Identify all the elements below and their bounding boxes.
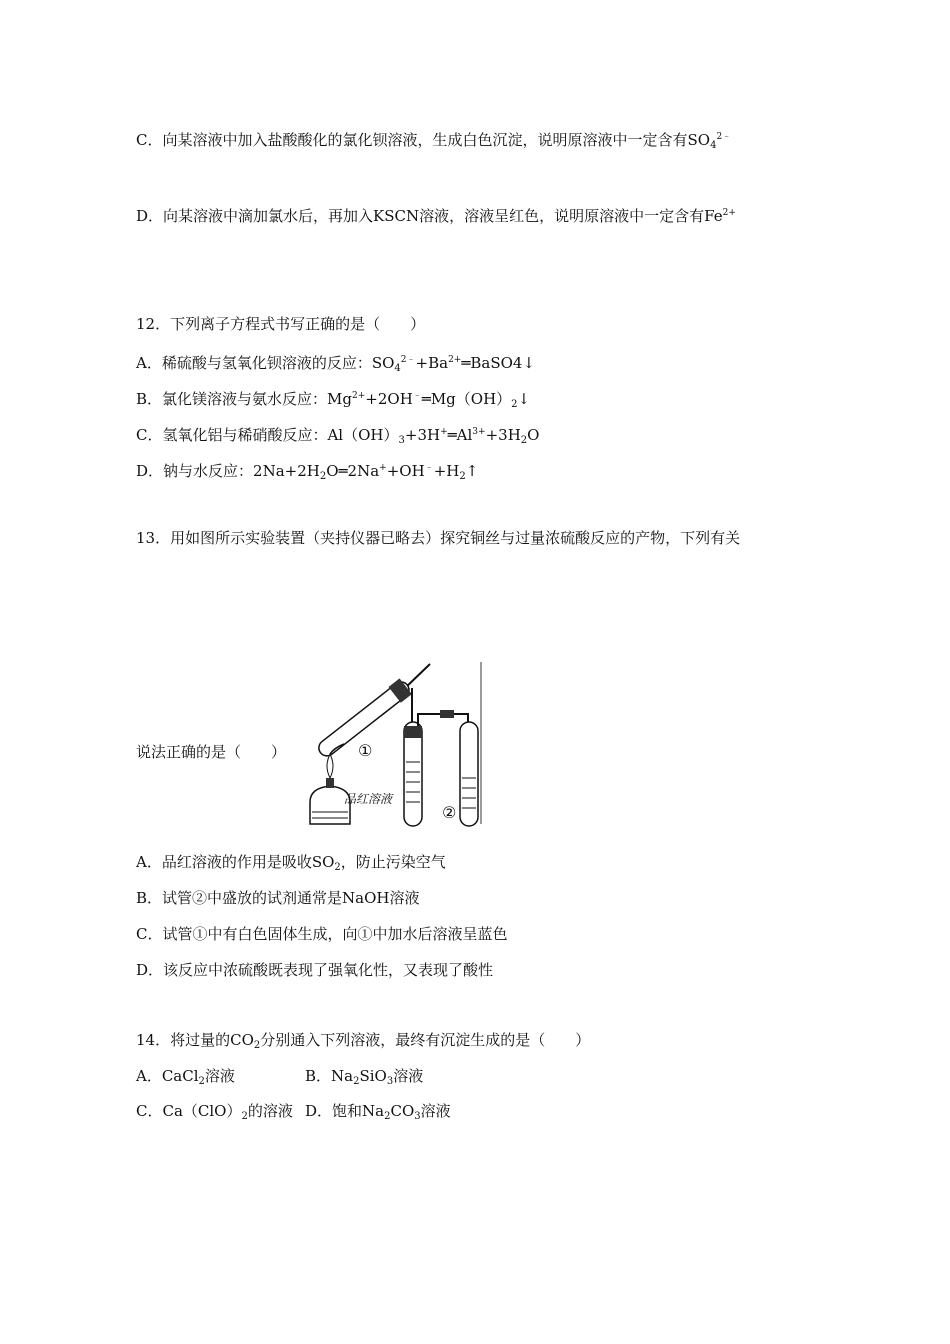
- q14-option-d: D．饱和$Na_2CO_3$溶液: [305, 1102, 451, 1122]
- q13-option-a: A．品红溶液的作用是吸收$SO_2$，防止污染空气: [136, 853, 446, 873]
- q14-option-b: B．$Na_2SiO_3$溶液: [305, 1067, 424, 1087]
- q13-option-c: C．试管①中有白色固体生成，向①中加水后溶液呈蓝色: [136, 925, 508, 943]
- test-tube-pinhong: [404, 722, 422, 826]
- q11-option-c: C．向某溶液中加入盐酸酸化的氯化钡溶液，生成白色沉淀，说明原溶液中一定含有$SO_4^{2﹣}$: [136, 131, 732, 151]
- test-tube-2: [460, 722, 478, 826]
- q14-row-cd: [136, 1101, 536, 1127]
- q14-option-a: A．CaCl$_2$溶液: [136, 1067, 235, 1087]
- q13-option-d: D．该反应中浓硫酸既表现了强氧化性，又表现了酸性: [136, 961, 494, 979]
- q13-stem-line-2: 说法正确的是（ ）: [136, 743, 287, 761]
- label-pinhong-solution: 品红溶液: [344, 792, 393, 806]
- q12-option-b: B．氯化镁溶液与氨水反应：$Mg^{2+}+2OH^﹣═Mg(OH)_2↓$: [136, 390, 531, 410]
- q12-option-d: D．钠与水反应：$2Na+2H_2O═2Na^++OH^﹣+H_2↑$: [136, 462, 479, 482]
- alcohol-lamp: [310, 754, 350, 824]
- label-tube-1: ①: [358, 741, 373, 760]
- q11-option-d: D．向某溶液中滴加氯水后，再加入KSCN溶液，溶液呈红色，说明原溶液中一定含有$Fe^{2+}$: [136, 207, 736, 225]
- q13-stem-line-1: 13．用如图所示实验装置（夹持仪器已略去）探究铜丝与过量浓硫酸反应的产物，下列有关: [136, 529, 741, 547]
- apparatus-diagram: [300, 662, 484, 828]
- q14-row-ab: [136, 1066, 536, 1092]
- q14-option-c: C．$Ca(ClO)_2$的溶液: [136, 1102, 293, 1122]
- q12-option-c: C．氢氧化铝与稀硝酸反应：$Al(OH)_3+3H^+═Al^{3+}+3H_2O$: [136, 426, 540, 446]
- q13-option-b: B．试管②中盛放的试剂通常是NaOH溶液: [136, 889, 420, 907]
- rubber-joint: [440, 710, 454, 718]
- q12-stem: 12．下列离子方程式书写正确的是（ ）: [136, 315, 426, 333]
- q14-stem: 14．将过量的$CO_2$分别通入下列溶液，最终有沉淀生成的是（ ）: [136, 1031, 591, 1051]
- label-tube-2: ②: [442, 803, 457, 822]
- q12-option-a: A．稀硫酸与氢氧化钡溶液的反应：$SO_4^{2﹣}+Ba^{2+}═BaSO4↓$: [136, 354, 536, 374]
